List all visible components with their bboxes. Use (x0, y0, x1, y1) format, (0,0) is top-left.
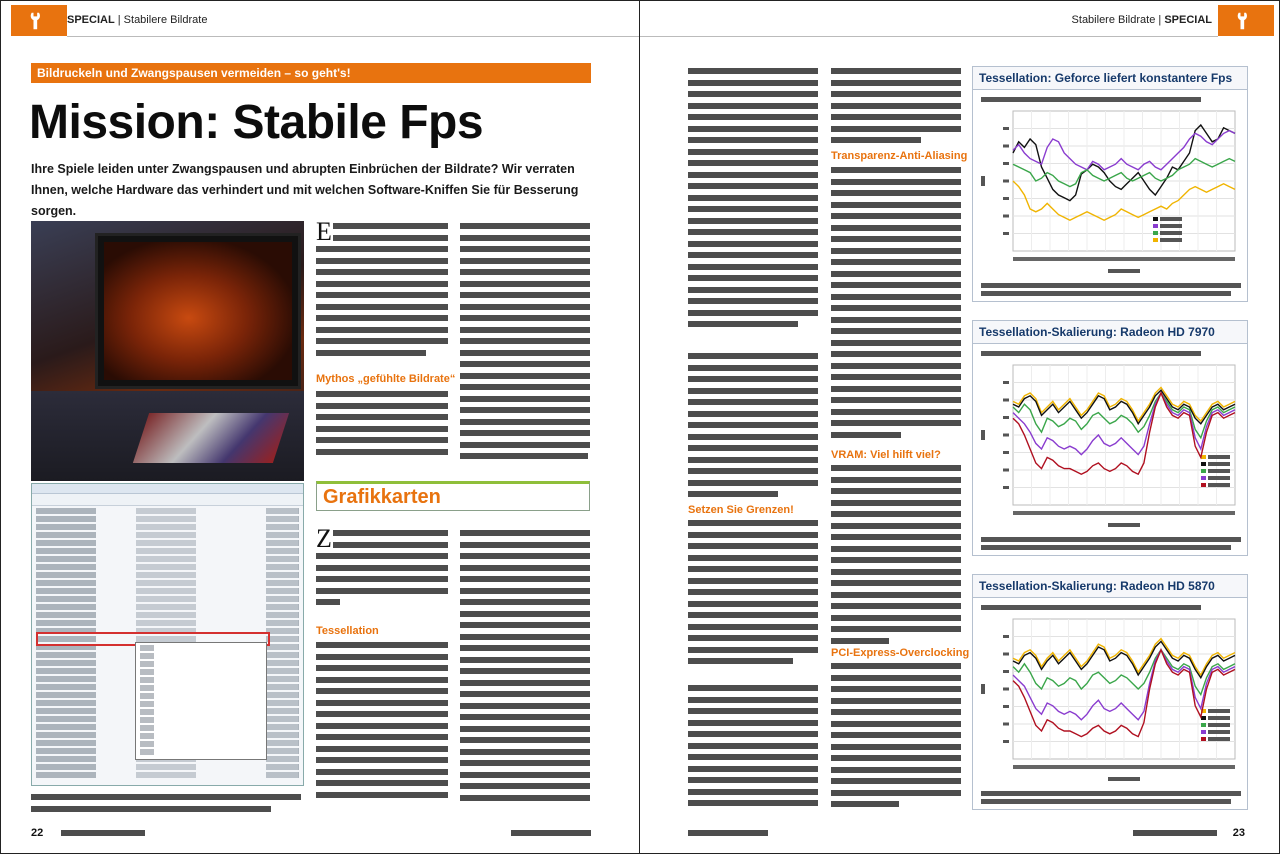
chart-hd7970-tessellation (972, 320, 1248, 556)
legend-swatch (1153, 224, 1158, 228)
subheading: PCI-Express-Overclocking (831, 647, 970, 659)
footer-line (1133, 830, 1217, 836)
page-header: SPECIAL | Stabilere Bildrate (67, 14, 208, 26)
body-text (460, 530, 590, 806)
y-tick (1003, 688, 1009, 691)
section-box (316, 481, 590, 511)
legend-label (1208, 469, 1230, 473)
y-tick (1003, 215, 1009, 218)
monitor-image (95, 233, 301, 389)
chart-note-line (981, 537, 1241, 542)
y-tick (1003, 653, 1009, 656)
legend-label (1208, 455, 1230, 459)
wrench-icon (1218, 5, 1274, 36)
y-tick (1003, 232, 1009, 235)
body-text (831, 68, 961, 149)
body-text (831, 465, 961, 649)
x-axis-label (1108, 523, 1140, 527)
chart-title: Tessellation: Geforce liefert konstantere Fps (973, 67, 1247, 90)
body-text (316, 642, 448, 803)
y-axis-label (981, 430, 985, 440)
y-tick (1003, 416, 1009, 419)
legend-swatch (1201, 476, 1206, 480)
subheading: VRAM: Viel hilft viel? (831, 449, 941, 461)
legend-label (1160, 224, 1182, 228)
footer-line (61, 830, 145, 836)
body-text (316, 553, 448, 611)
legend-swatch (1201, 716, 1206, 720)
chart-title: Tessellation-Skalierung: Radeon HD 5870 (973, 575, 1247, 598)
page-title: Mission: Stabile Fps (29, 96, 484, 149)
dropcap: Z (316, 524, 332, 553)
body-text (831, 663, 961, 813)
chart-note-line (981, 791, 1241, 796)
legend-swatch (1153, 231, 1158, 235)
legend-label (1208, 462, 1230, 466)
body-text (333, 223, 448, 246)
y-tick (1003, 670, 1009, 673)
chart-geforce-tessellation (972, 66, 1248, 302)
y-tick (1003, 635, 1009, 638)
body-text (688, 68, 818, 333)
body-text (460, 223, 590, 465)
page-number: 22 (31, 827, 44, 839)
body-text (316, 391, 448, 460)
y-tick (1003, 381, 1009, 384)
legend-label (1208, 737, 1230, 741)
legend-swatch (1153, 217, 1158, 221)
legend-label (1208, 716, 1230, 720)
x-axis-label (1108, 777, 1140, 781)
y-tick (1003, 451, 1009, 454)
y-tick (1003, 180, 1009, 183)
header-rule (640, 36, 1218, 37)
body-text (688, 685, 818, 812)
legend-swatch (1153, 238, 1158, 242)
subheading: Mythos „gefühlte Bildrate“ (316, 373, 456, 385)
section-heading: Grafikkarten (323, 486, 441, 508)
subheading: Setzen Sie Grenzen! (688, 504, 794, 516)
legend-label (1208, 709, 1230, 713)
legend-swatch (1201, 462, 1206, 466)
y-tick (1003, 723, 1009, 726)
legend-label (1208, 483, 1230, 487)
chart-plot (973, 597, 1249, 811)
driver-settings-screenshot (31, 483, 304, 786)
header-section: SPECIAL (67, 14, 115, 26)
legend-swatch (1201, 469, 1206, 473)
page-header: Stabilere Bildrate | SPECIAL (1071, 14, 1212, 26)
chart-hd5870-tessellation (972, 574, 1248, 810)
footer-line (688, 830, 768, 836)
legend-label (1208, 730, 1230, 734)
x-axis-ticks (1013, 511, 1235, 515)
y-tick (1003, 399, 1009, 402)
x-axis-ticks (1013, 765, 1235, 769)
y-tick (1003, 705, 1009, 708)
header-subtitle: Stabilere Bildrate (1071, 14, 1156, 26)
y-tick (1003, 145, 1009, 148)
page-number: 23 (1232, 827, 1245, 839)
x-axis-label (1108, 269, 1140, 273)
y-tick (1003, 127, 1009, 130)
body-text (316, 246, 448, 361)
chart-plot (973, 343, 1249, 557)
game-boxes-image (133, 413, 289, 463)
gaming-photo (31, 221, 304, 481)
caption-lines (31, 794, 301, 817)
dropcap: E (316, 217, 332, 246)
subheading: Transparenz-Anti-Aliasing (831, 150, 968, 162)
legend-swatch (1201, 730, 1206, 734)
footer-line (511, 830, 591, 836)
legend-swatch (1201, 737, 1206, 741)
chart-note-line (981, 283, 1241, 288)
x-axis-ticks (1013, 257, 1235, 261)
y-tick (1003, 434, 1009, 437)
legend-swatch (1201, 723, 1206, 727)
header-subtitle: Stabilere Bildrate (123, 14, 208, 26)
y-axis-label (981, 684, 985, 694)
legend-label (1208, 476, 1230, 480)
body-text (333, 530, 448, 553)
kicker-bar: Bildruckeln und Zwangspausen vermeiden – so geht's! (31, 63, 591, 83)
y-tick (1003, 486, 1009, 489)
legend-label (1160, 217, 1182, 221)
y-tick (1003, 197, 1009, 200)
y-tick (1003, 740, 1009, 743)
y-axis-label (981, 176, 985, 186)
chart-plot (973, 89, 1249, 303)
legend-label (1160, 231, 1182, 235)
body-text (688, 520, 818, 670)
body-text (688, 353, 818, 503)
chart-title: Tessellation-Skalierung: Radeon HD 7970 (973, 321, 1247, 344)
header-section: SPECIAL (1164, 14, 1212, 26)
legend-label (1160, 238, 1182, 242)
body-text (831, 167, 961, 443)
chart-note-line (981, 291, 1231, 296)
subheading: Tessellation (316, 625, 379, 637)
header-rule (67, 36, 641, 37)
wrench-icon (11, 5, 67, 36)
y-tick (1003, 469, 1009, 472)
legend-label (1208, 723, 1230, 727)
dropdown-list (135, 642, 267, 760)
chart-note-line (981, 799, 1231, 804)
lead-paragraph: Ihre Spiele leiden unter Zwangspausen und abrupten Einbrüchen der Bildrate? Wir verraten Ihnen, welche Hardware das verhindert und mit welchen Software-Kniffen Sie für Besserung sorgen. (31, 162, 579, 218)
chart-note-line (981, 545, 1231, 550)
y-tick (1003, 162, 1009, 165)
legend-swatch (1201, 483, 1206, 487)
